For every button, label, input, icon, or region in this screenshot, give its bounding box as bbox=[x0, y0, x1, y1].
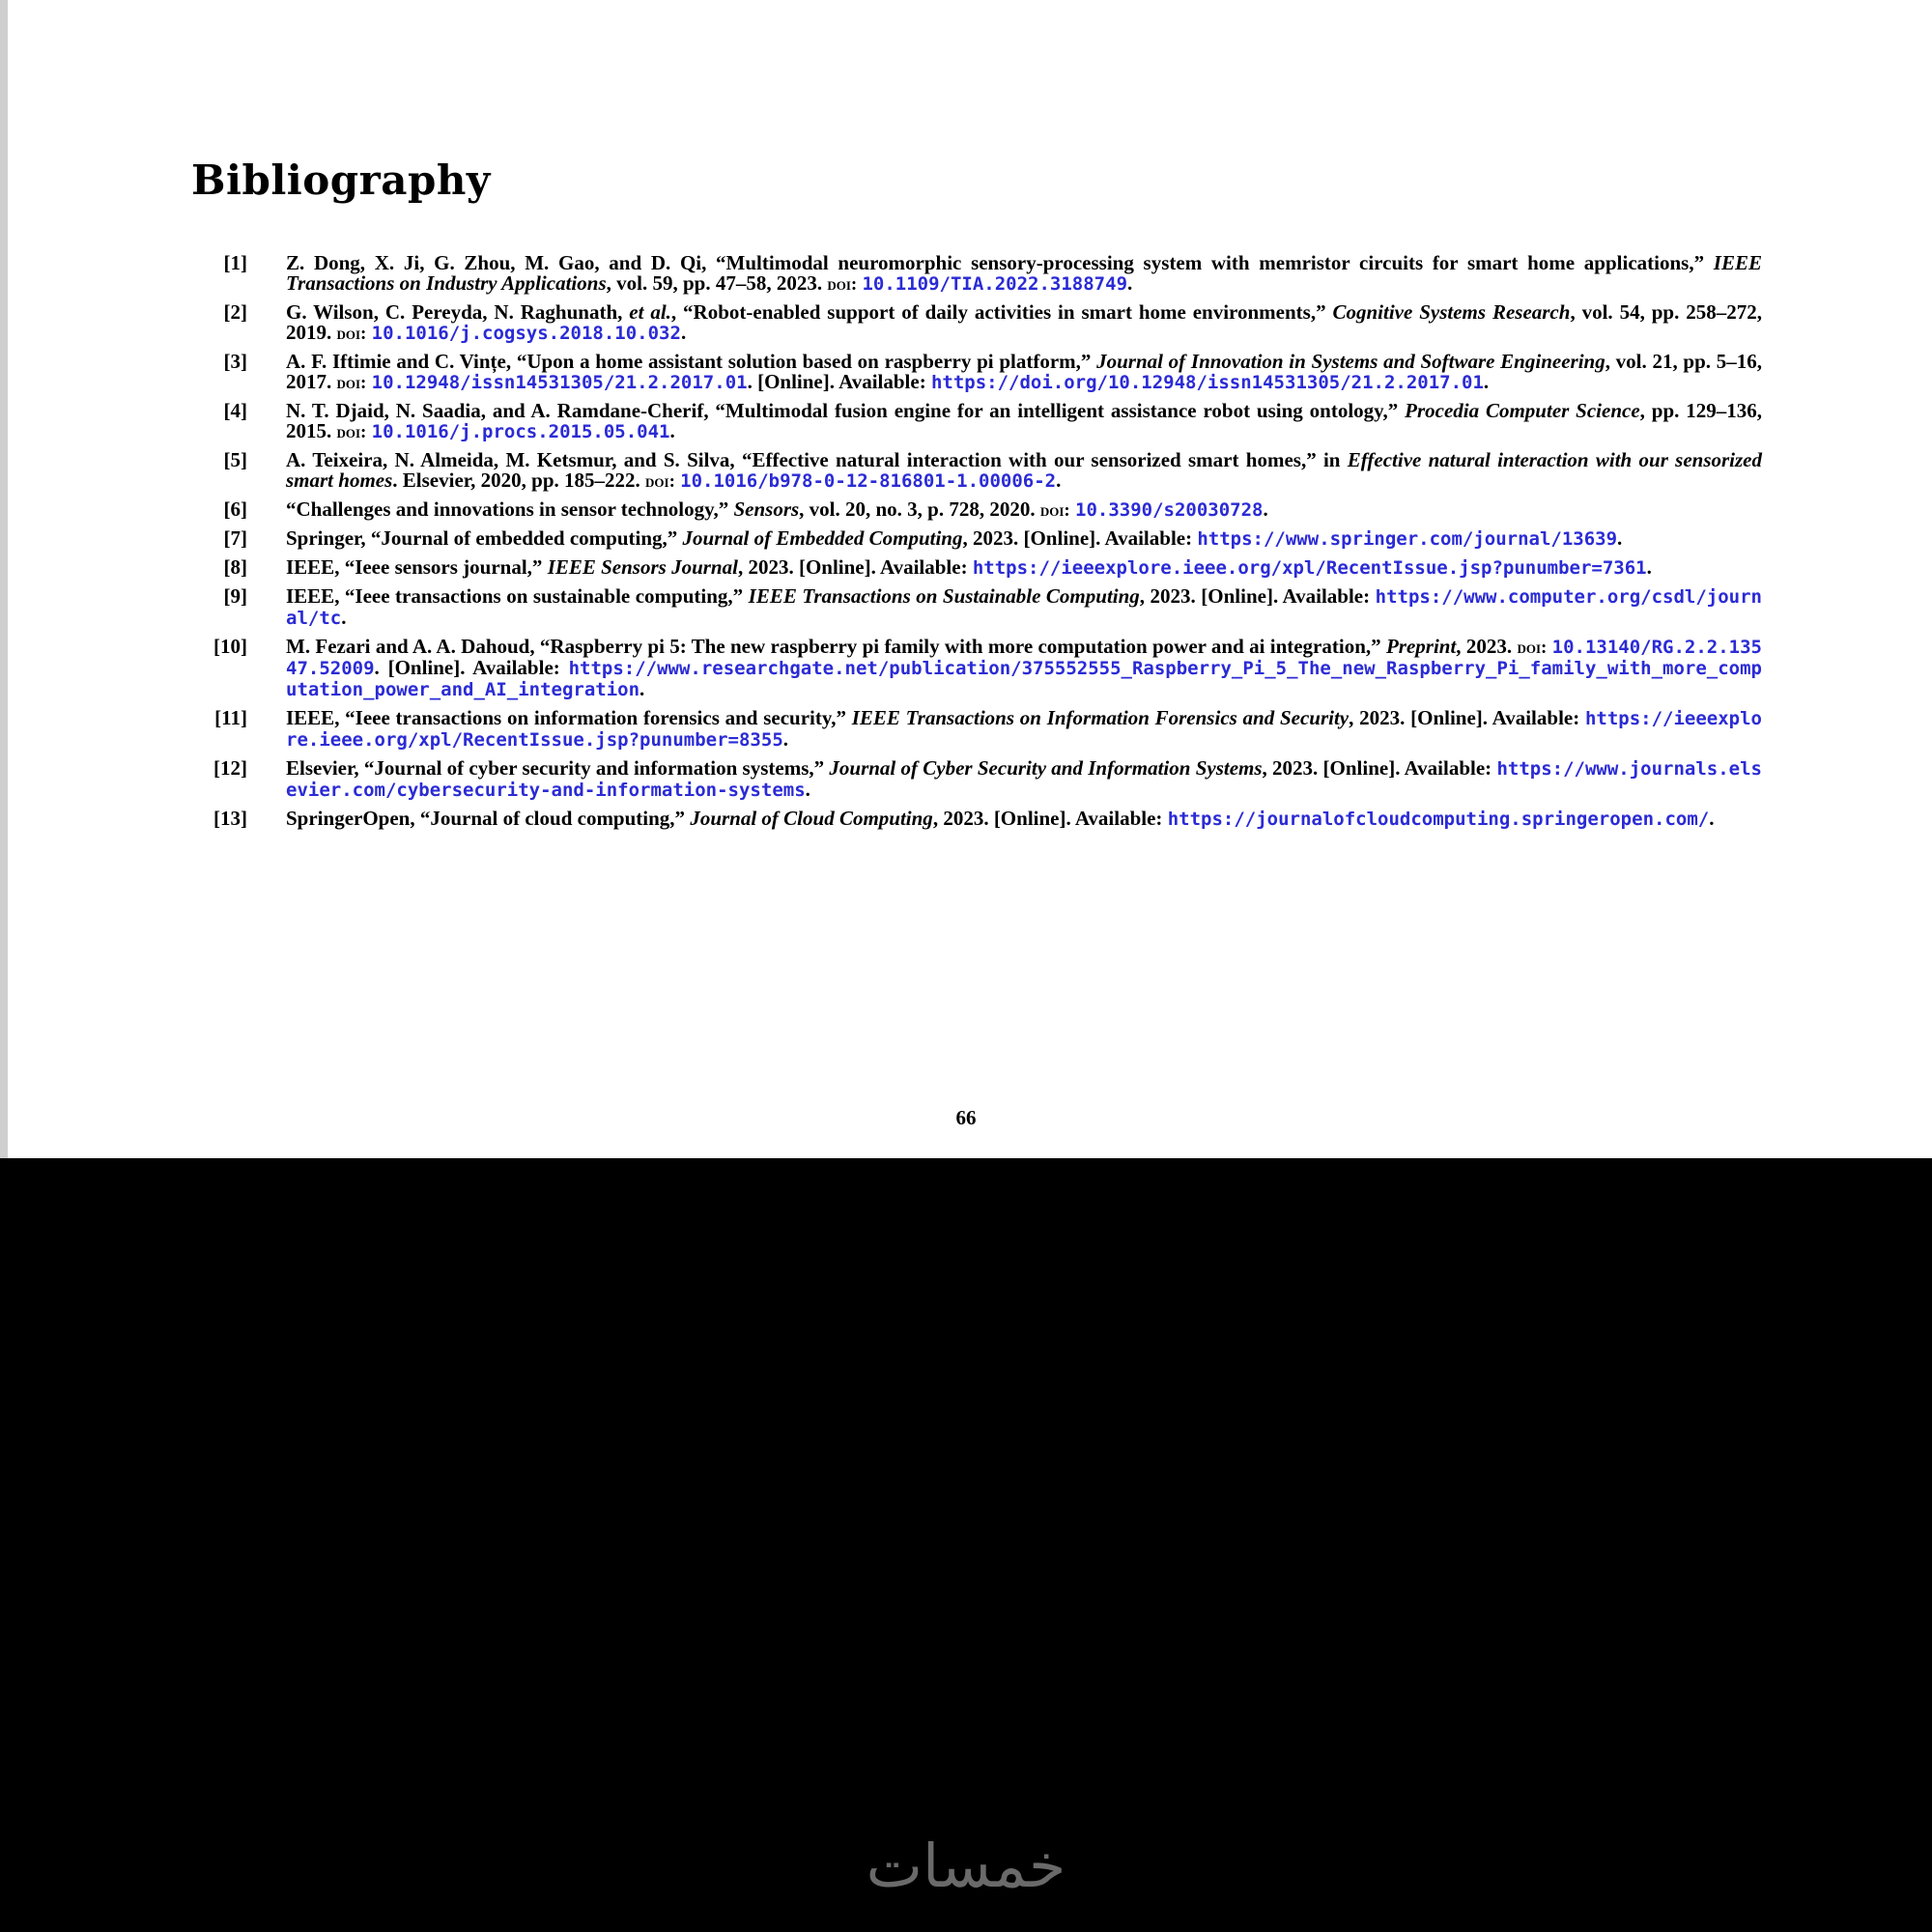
bib-entry-4 bbox=[189, 401, 1762, 442]
bib-entry-3 bbox=[189, 352, 1762, 393]
doi-link[interactable]: 10.13140/RG.2.2.13547.52009 bbox=[286, 637, 1762, 679]
entry-text: Springer, “Journal of embedded computing,” bbox=[286, 526, 683, 550]
doi-link[interactable]: 10.1016/j.cogsys.2018.10.032 bbox=[371, 323, 681, 344]
entry-venue: IEEE Transactions on Information Forensics and Security bbox=[851, 706, 1350, 729]
bib-entry-7 bbox=[189, 528, 1762, 550]
entry-text: . bbox=[1127, 271, 1133, 295]
doi-label: doi: bbox=[645, 471, 675, 492]
entry-venue: Journal of Innovation in Systems and Software Engineering bbox=[1096, 350, 1605, 373]
entry-text: . bbox=[1056, 469, 1062, 492]
bib-entry-13 bbox=[189, 809, 1762, 830]
entry-text: . bbox=[1617, 526, 1623, 550]
entry-venue: IEEE Transactions on Industry Applications bbox=[286, 251, 1762, 295]
bib-entry-9 bbox=[189, 586, 1762, 629]
url-link[interactable]: https://www.springer.com/journal/13639 bbox=[1197, 528, 1618, 550]
entry-venue: IEEE Sensors Journal bbox=[547, 555, 738, 579]
entry-text: IEEE, “Ieee sensors journal,” bbox=[286, 555, 548, 579]
entry-text: . bbox=[1709, 807, 1715, 830]
entry-number: [11] bbox=[214, 706, 247, 729]
entry-number: [6] bbox=[223, 497, 247, 521]
entry-text: A. Teixeira, N. Almeida, M. Ketsmur, and S. Silva, “Effective natural interaction with our sensorized smart homes,” in bbox=[286, 448, 1348, 471]
entry-venue: Journal of Embedded Computing bbox=[682, 526, 963, 550]
entry-text: Elsevier, “Journal of cyber security and information systems,” bbox=[286, 756, 830, 780]
entry-text: G. Wilson, C. Pereyda, N. Raghunath, bbox=[286, 300, 630, 324]
entry-text: , pp. 129–136, 2015. bbox=[286, 399, 1762, 442]
page-left-edge bbox=[0, 0, 8, 1158]
entry-text: SpringerOpen, “Journal of cloud computing,” bbox=[286, 807, 691, 830]
entry-venue: Effective natural interaction with our sensorized smart homes bbox=[286, 448, 1762, 492]
doi-label: doi: bbox=[336, 373, 367, 393]
entry-etal: et al. bbox=[629, 300, 671, 324]
url-link[interactable]: https://ieeexplore.ieee.org/xpl/RecentIssue.jsp?punumber=7361 bbox=[972, 557, 1647, 579]
entry-text: . bbox=[805, 778, 810, 801]
entry-text: , 2023. [Online]. Available: bbox=[932, 807, 1168, 830]
entry-text: Z. Dong, X. Ji, G. Zhou, M. Gao, and D. Qi, “Multimodal neuromorphic sensory-processing system with memristor circuits for smart home applications,” bbox=[286, 251, 1714, 274]
page-title: Bibliography bbox=[191, 156, 491, 204]
bib-entry-6 bbox=[189, 499, 1762, 521]
bib-entry-1 bbox=[189, 253, 1762, 295]
entry-text: . bbox=[680, 321, 687, 344]
entry-text: , “Robot-enabled support of daily activities in smart home environments,” bbox=[670, 300, 1333, 324]
entry-text: , 2023. [Online]. Available: bbox=[1349, 706, 1585, 729]
entry-text: , 2023. bbox=[1456, 635, 1518, 658]
entry-text: “Challenges and innovations in sensor technology,” bbox=[286, 497, 734, 521]
entry-text: , vol. 21, pp. 5–16, 2017. bbox=[286, 350, 1763, 393]
entry-text: N. T. Djaid, N. Saadia, and A. Ramdane-Cherif, “Multimodal fusion engine for an intelligent assistance robot using ontology,” bbox=[286, 399, 1406, 422]
entry-number: [10] bbox=[213, 635, 247, 658]
entry-number: [4] bbox=[223, 399, 247, 422]
doi-label: doi: bbox=[336, 422, 367, 442]
doi-label: doi: bbox=[336, 324, 367, 344]
bib-entry-10 bbox=[189, 637, 1762, 700]
url-link[interactable]: https://doi.org/10.12948/issn14531305/21.2.2017.01 bbox=[930, 372, 1484, 393]
bib-entry-5 bbox=[189, 450, 1762, 492]
entry-text: . bbox=[1263, 497, 1268, 521]
doi-label: doi: bbox=[827, 274, 858, 295]
doi-label: doi: bbox=[1517, 638, 1548, 658]
entry-text: . [Online]. Available: bbox=[747, 370, 931, 393]
entry-venue: Preprint bbox=[1385, 635, 1457, 658]
watermark-logo bbox=[831, 1831, 1101, 1908]
entry-venue: IEEE Transactions on Sustainable Computing bbox=[748, 584, 1140, 608]
url-link[interactable]: https://ieeexplore.ieee.org/xpl/RecentIssue.jsp?punumber=8355 bbox=[286, 708, 1762, 751]
doi-label: doi: bbox=[1039, 500, 1070, 521]
entry-number: [1] bbox=[223, 251, 247, 274]
entry-text: , 2023. [Online]. Available: bbox=[1139, 584, 1376, 608]
entry-text: , 2023. [Online]. Available: bbox=[962, 526, 1198, 550]
entry-text: . bbox=[341, 606, 347, 629]
entry-venue: Procedia Computer Science bbox=[1405, 399, 1640, 422]
doi-link[interactable]: 10.12948/issn14531305/21.2.2017.01 bbox=[371, 372, 748, 393]
entry-text: . [Online]. Available: bbox=[374, 656, 569, 679]
url-link[interactable]: https://www.computer.org/csdl/journal/tc bbox=[286, 586, 1762, 629]
entry-venue: Cognitive Systems Research bbox=[1332, 300, 1571, 324]
entry-number: [13] bbox=[213, 807, 247, 830]
entry-text: A. F. Iftimie and C. Vințe, “Upon a home assistant solution based on raspberry pi platform,” bbox=[286, 350, 1097, 373]
entry-number: [2] bbox=[223, 300, 247, 324]
doi-link[interactable]: 10.1109/TIA.2022.3188749 bbox=[862, 273, 1128, 295]
entry-text: . bbox=[669, 419, 675, 442]
entry-text: M. Fezari and A. A. Dahoud, “Raspberry pi 5: The new raspberry pi family with more computation power and ai integration,” bbox=[286, 635, 1386, 658]
entry-number: [7] bbox=[223, 526, 247, 550]
entry-number: [5] bbox=[223, 448, 247, 471]
url-link[interactable]: https://www.journals.elsevier.com/cybersecurity-and-information-systems bbox=[286, 758, 1762, 801]
bib-entry-2 bbox=[189, 302, 1762, 344]
entry-venue: Sensors bbox=[733, 497, 800, 521]
doi-link[interactable]: 10.3390/s20030728 bbox=[1075, 499, 1264, 521]
doi-link[interactable]: 10.1016/b978-0-12-816801-1.00006-2 bbox=[680, 470, 1057, 492]
entry-text: , 2023. [Online]. Available: bbox=[737, 555, 973, 579]
entry-text: . bbox=[639, 677, 645, 700]
entry-number: [9] bbox=[223, 584, 247, 608]
entry-number: [3] bbox=[223, 350, 247, 373]
doi-link[interactable]: 10.1016/j.procs.2015.05.041 bbox=[371, 421, 670, 442]
entry-text: IEEE, “Ieee transactions on information forensics and security,” bbox=[286, 706, 852, 729]
page-number: 66 bbox=[955, 1106, 977, 1129]
entry-venue: Journal of Cyber Security and Information Systems bbox=[829, 756, 1263, 780]
entry-venue: Journal of Cloud Computing bbox=[690, 807, 933, 830]
entry-text: , 2023. [Online]. Available: bbox=[1262, 756, 1497, 780]
watermark-text: خمسات bbox=[866, 1831, 1066, 1901]
bib-entry-8 bbox=[189, 557, 1762, 579]
entry-text: . Elsevier, 2020, pp. 185–222. bbox=[392, 469, 646, 492]
entry-text: , vol. 59, pp. 47–58, 2023. bbox=[606, 271, 828, 295]
bib-entry-11 bbox=[189, 708, 1762, 751]
entry-text: . bbox=[1646, 555, 1652, 579]
entry-number: [12] bbox=[213, 756, 247, 780]
entry-number: [8] bbox=[223, 555, 247, 579]
bib-entry-12 bbox=[189, 758, 1762, 801]
entry-text: , vol. 54, pp. 258–272, 2019. bbox=[286, 300, 1762, 344]
entry-text: , vol. 20, no. 3, p. 728, 2020. bbox=[799, 497, 1040, 521]
entry-text: . bbox=[782, 727, 789, 751]
entry-text: . bbox=[1483, 370, 1490, 393]
entry-text: IEEE, “Ieee transactions on sustainable computing,” bbox=[286, 584, 749, 608]
url-link[interactable]: https://www.researchgate.net/publication/375552555_Raspberry_Pi_5_The_new_Raspberry_Pi_family_with_more_computation_power_and_AI_integration bbox=[286, 658, 1762, 700]
bibliography-list bbox=[189, 253, 1762, 838]
url-link[interactable]: https://journalofcloudcomputing.springeropen.com/ bbox=[1167, 809, 1710, 830]
